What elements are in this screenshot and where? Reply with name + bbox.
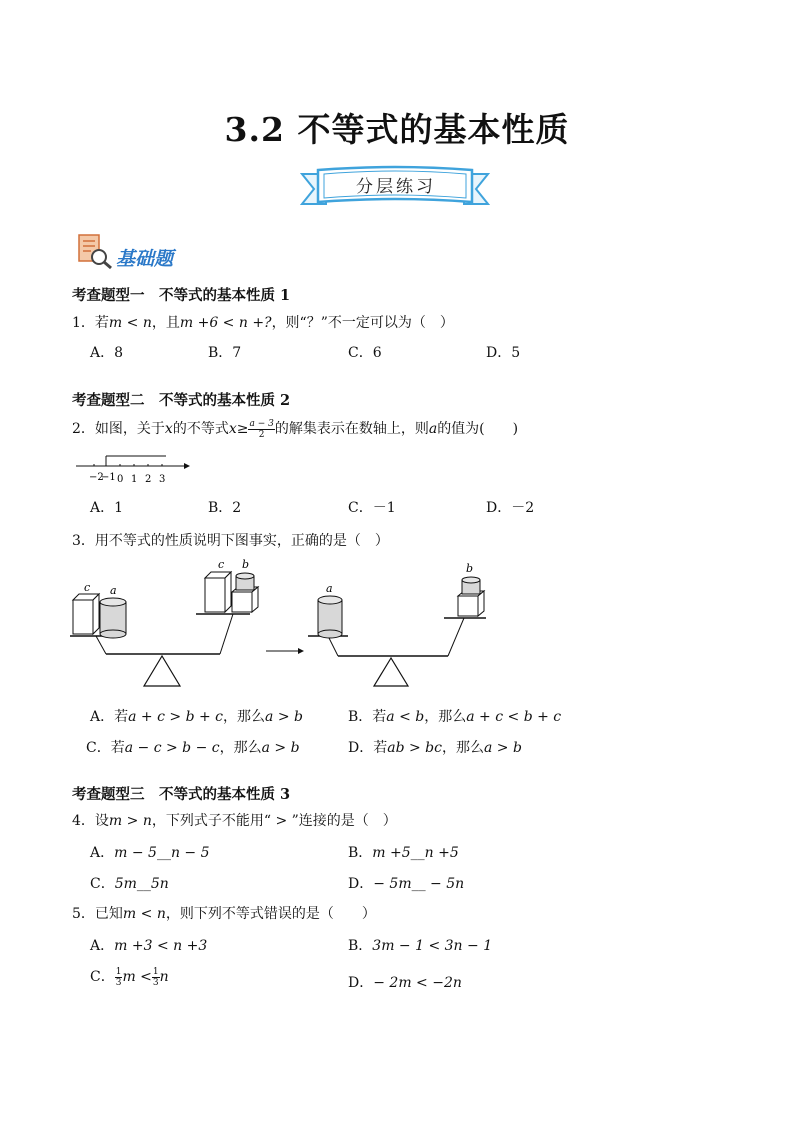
label-a: a	[110, 584, 117, 597]
q2-option-b: B．2	[208, 500, 242, 516]
q4-option-c: C．5m__5n	[90, 876, 169, 892]
q3-option-b: B．若a < b，那么a + c < b + c	[348, 709, 562, 725]
q5-option-a: A．m +3 < n +3	[90, 938, 208, 954]
section-heading-1: 考查题型一 不等式的基本性质 1	[72, 287, 291, 304]
section-label: 基础题	[116, 248, 174, 270]
q3-option-a: A．若a + c > b + c，那么a > b	[90, 709, 303, 725]
question-1: 1．若m < n，且m +6 < n +?，则“？”不一定可以为（ ）	[72, 315, 454, 331]
q2-option-c: C．－1	[348, 500, 396, 516]
section-heading-3: 考查题型三 不等式的基本性质 3	[72, 786, 291, 803]
q3-option-c: C．若a − c > b − c，那么a > b	[86, 740, 300, 756]
tick-label: −1	[101, 472, 116, 483]
q1-option-b: B．7	[208, 345, 242, 361]
q5-option-d: D．− 2m < −2n	[348, 975, 462, 991]
q3-option-d: D．若ab > bc，那么a > b	[348, 740, 522, 756]
label-b: b	[242, 558, 250, 571]
q1-option-d: D．5	[486, 345, 521, 361]
question-4: 4．设m > n，下列式子不能用“ > ”连接的是（ ）	[72, 813, 397, 829]
right-balance-scale	[308, 562, 486, 686]
question-2: 2．如图，关于x的不等式x≥ $\frac{a - 3}{2}$ 的解集表示在数轴上，则a的值为( )	[72, 418, 519, 440]
page-title: 3.2 不等式的基本性质	[224, 110, 570, 149]
number-line	[72, 452, 192, 486]
tick-label: 3	[159, 474, 166, 485]
q1-option-c: C．6	[348, 345, 382, 361]
q1-option-a: A．8	[90, 345, 124, 361]
banner-label: 分层练习	[356, 177, 436, 197]
label-c: c	[218, 558, 225, 571]
q2-option-a: A．1	[90, 500, 124, 516]
tick-label: 0	[117, 474, 124, 485]
q4-option-d: D．− 5m__ − 5n	[348, 876, 465, 892]
question-3: 3．用不等式的性质说明下图事实，正确的是（ ）	[72, 533, 389, 549]
label-c: c	[84, 581, 91, 594]
tick-label: 2	[145, 474, 152, 485]
label-b: b	[466, 562, 474, 575]
tick-label: 1	[131, 474, 138, 485]
q5-option-b: B．3m − 1 < 3n − 1	[348, 938, 493, 954]
q4-option-a: A．m − 5__n − 5	[90, 845, 210, 861]
section-heading-2: 考查题型二 不等式的基本性质 2	[72, 392, 291, 409]
q5-option-c: C． $\frac{1}{3}$ m < $\frac{1}{3}$ n	[90, 966, 169, 988]
q4-option-b: B．m +5__n +5	[348, 845, 459, 861]
label-a: a	[326, 582, 333, 595]
balance-scale-figure	[70, 558, 510, 688]
notebook-magnifier-icon	[76, 232, 114, 270]
question-5: 5．已知m < n，则下列不等式错误的是（ ）	[72, 906, 376, 922]
tick-label: −2	[89, 472, 104, 483]
left-balance-scale	[70, 558, 258, 686]
q2-option-d: D．－2	[486, 500, 535, 516]
arrow-right-icon	[298, 648, 304, 654]
